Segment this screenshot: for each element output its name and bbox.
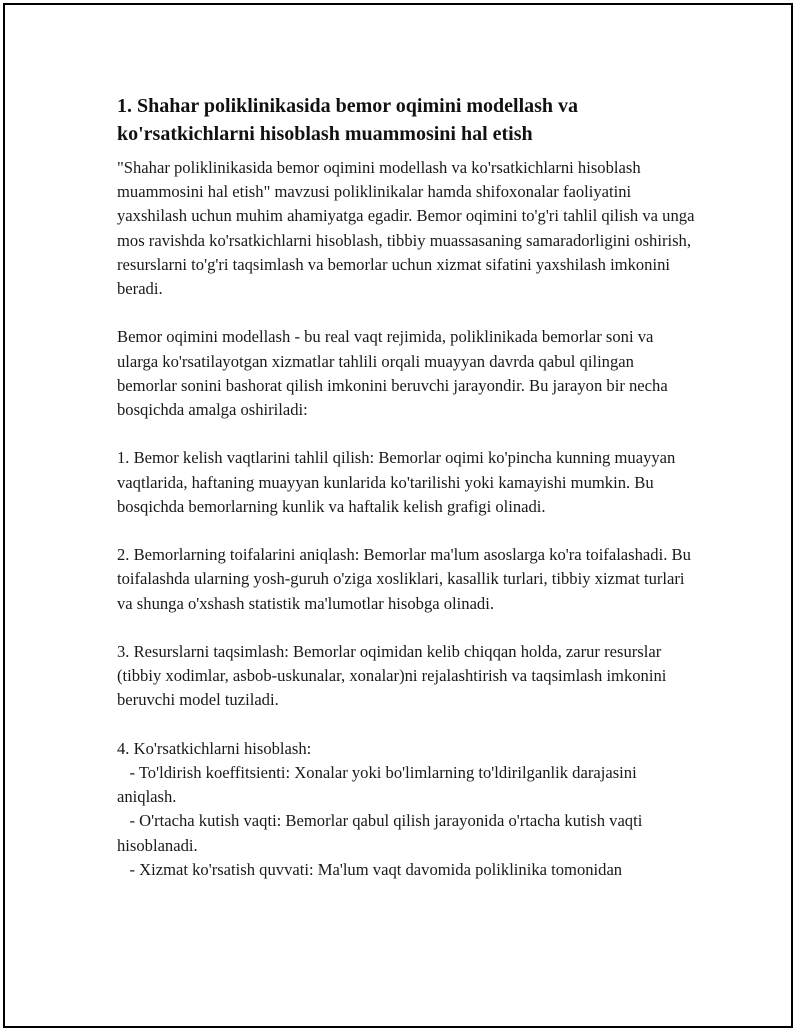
document-title: 1. Shahar poliklinikasida bemor oqimini modellash va ko'rsatkichlarni hisoblash muammosini hal etish <box>117 95 579 145</box>
document-body <box>117 92 697 882</box>
paragraph-step-4: 4. Ko'rsatkichlarni hisoblash: - To'ldirish koeffitsienti: Xonalar yoki bo'limlarning to'ldirilganlik darajasini aniqlash. - O'rtacha kutish vaqti: Bemorlar qabul qilish jarayonida o'rtacha kutish vaqti hisoblanadi. - Xizmat ko'rsatish quvvati: Ma'lum vaqt davomida poliklinika tomonidan <box>117 738 643 879</box>
paragraph-intro: "Shahar poliklinikasida bemor oqimini modellash va ko'rsatkichlarni hisoblash muammosini hal etish" mavzusi poliklinikalar hamda shifoxonalar faoliyatini yaxshilash uchun muhim ahamiyatga egadir. Bemor oqimini to'g'ri tahlil qilish va unga mos ravishda ko'rsatkichlarni hisoblash, tibbiy muassasaning samaradorligini oshirish, resurslarni to'g'ri taqsimlash va bemorlar uchun xizmat sifatini yaxshilash imkonini beradi. <box>117 158 699 299</box>
paragraph-step-1: 1. Bemor kelish vaqtlarini tahlil qilish: Bemorlar oqimi ko'pincha kunning muayyan vaqtlarida, haftaning muayyan kunlarida ko'tarilishi yoki kamayishi mumkin. Bu bosqichda bemorlarning kunlik va haftalik kelish grafigi olinadi. <box>117 448 680 516</box>
paragraph-step-2: 2. Bemorlarning toifalarini aniqlash: Bemorlar ma'lum asoslarga ko'ra toifalashadi. Bu toifalashda ularning yosh-guruh o'ziga xosliklari, kasallik turlari, tibbiy xizmat turlari va shunga o'xshash statistik ma'lumotlar hisobga olinadi. <box>117 545 696 613</box>
paragraph-step-3: 3. Resurslarni taqsimlash: Bemorlar oqimidan kelib chiqqan holda, zarur resurslar (tibbiy xodimlar, asbob-uskunalar, xonalar)ni rejalashtirish va taqsimlash imkonini beruvchi model tuziladi. <box>117 642 671 710</box>
paragraph-modelling-definition: Bemor oqimini modellash - bu real vaqt rejimida, poliklinikada bemorlar soni va ularga ko'rsatilayotgan xizmatlar tahlili orqali muayyan davrda qabul qilingan bemorlar sonini bashorat qilish imkonini beruvchi jarayondir. Bu jarayon bir necha bosqichda amalga oshiriladi: <box>117 327 672 420</box>
